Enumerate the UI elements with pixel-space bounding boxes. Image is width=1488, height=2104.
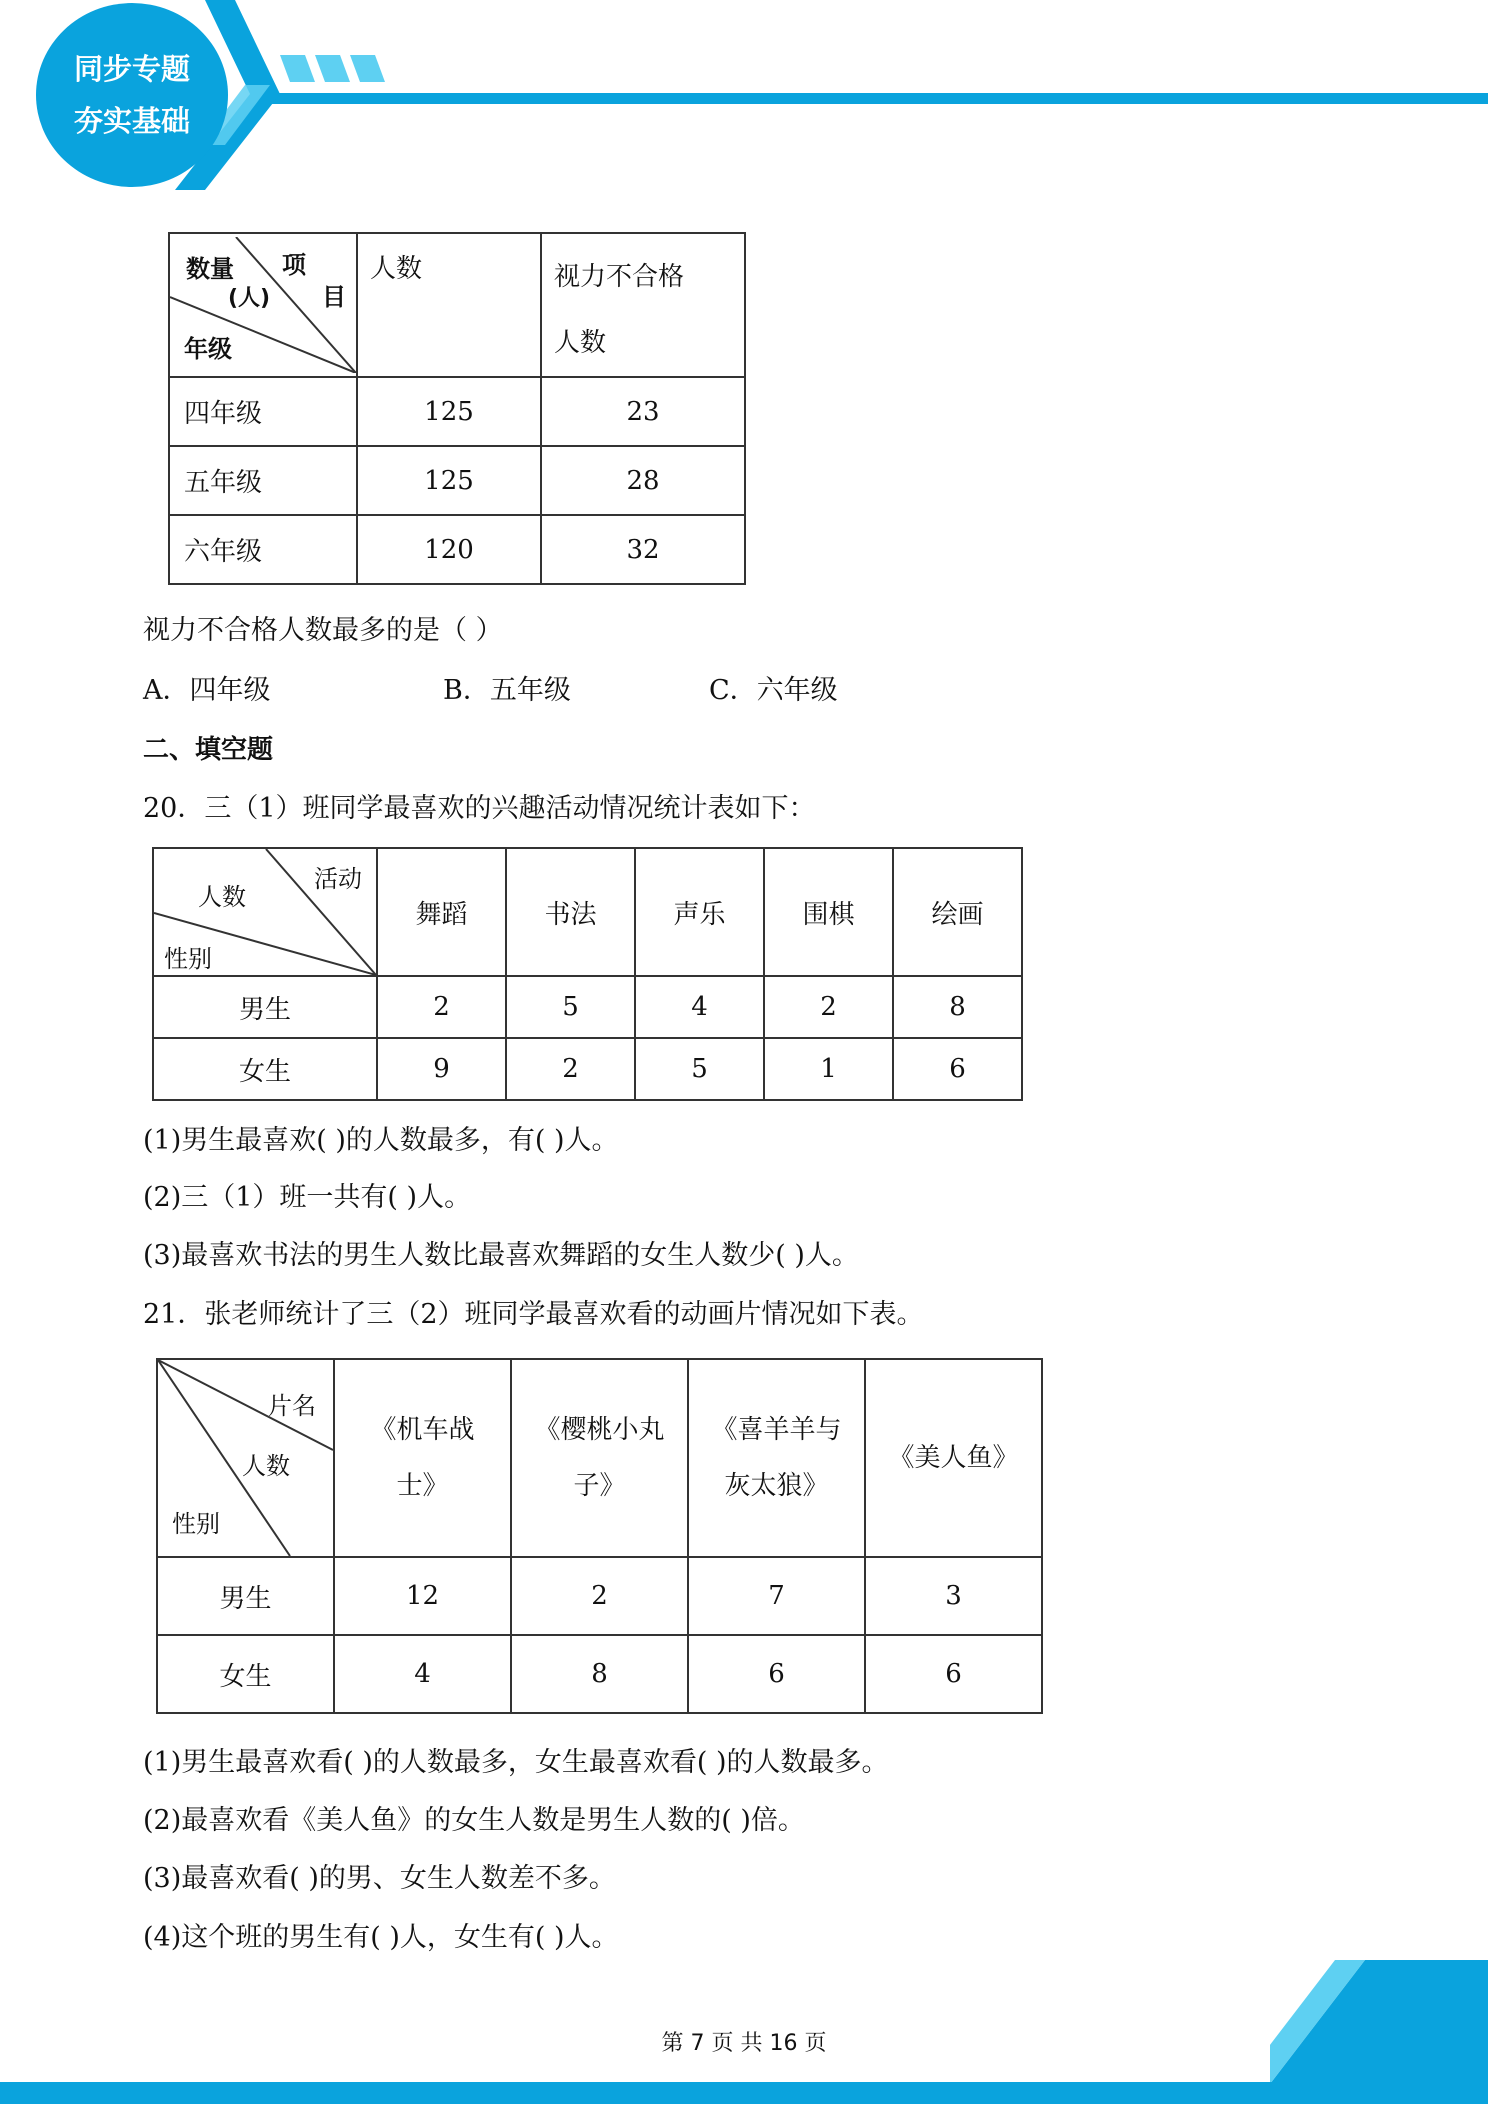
- table-corner-cell: [153, 848, 377, 976]
- row-label: 五年级: [169, 446, 357, 515]
- question-21-sub1: (1)男生最喜欢看( )的人数最多，女生最喜欢看( )的人数最多。: [143, 1747, 889, 1778]
- corner-label: 性别: [164, 945, 212, 973]
- badge-line1: 同步专题: [73, 52, 190, 86]
- question-20-sub2: (2)三（1）班一共有( )人。: [143, 1182, 472, 1213]
- table-row: [169, 446, 745, 515]
- cell-value: 4: [334, 1635, 511, 1713]
- cell-value: 12: [334, 1557, 511, 1635]
- corner-label: 人数: [242, 1452, 290, 1480]
- table-row: [157, 1635, 1042, 1713]
- option-a[interactable]: A．四年级: [143, 675, 271, 706]
- question-20-sub1: (1)男生最喜欢( )的人数最多，有( )人。: [143, 1125, 619, 1156]
- table-row: [169, 515, 745, 584]
- column-header: 《樱桃小丸 子》: [511, 1359, 688, 1557]
- cell-value: 1: [764, 1038, 893, 1100]
- row-label: 男生: [153, 976, 377, 1038]
- column-header: 绘画: [893, 848, 1022, 976]
- cell-value: 3: [865, 1557, 1042, 1635]
- cell-value: 4: [635, 976, 764, 1038]
- table-corner-cell: [157, 1359, 334, 1557]
- cell-value: 6: [865, 1635, 1042, 1713]
- cell-value: 7: [688, 1557, 865, 1635]
- question-21-stem: 21．张老师统计了三（2）班同学最喜欢看的动画片情况如下表。: [143, 1299, 924, 1330]
- column-header: 人数: [357, 233, 541, 377]
- cell-value: 120: [357, 515, 541, 584]
- row-label: 四年级: [169, 377, 357, 446]
- corner-label: 年级: [184, 335, 232, 363]
- vision-table: [168, 232, 746, 585]
- column-header: 声乐: [635, 848, 764, 976]
- row-label: 女生: [153, 1038, 377, 1100]
- cell-value: 5: [506, 976, 635, 1038]
- column-header: 舞蹈: [377, 848, 506, 976]
- column-header: 《喜羊羊与 灰太狼》: [688, 1359, 865, 1557]
- column-header: 视力不合格 人数: [541, 233, 745, 377]
- activity-table: [152, 847, 1023, 1101]
- question-20-stem: 20．三（1）班同学最喜欢的兴趣活动情况统计表如下：: [143, 793, 816, 824]
- page-number: 第 7 页 共 16 页: [661, 2031, 827, 2056]
- header-bar: [270, 93, 1488, 104]
- header-badge: [36, 3, 228, 187]
- table-row: [153, 1038, 1022, 1100]
- table-corner-cell: [169, 233, 357, 377]
- cell-value: 5: [635, 1038, 764, 1100]
- table-row: [153, 976, 1022, 1038]
- cell-value: 2: [377, 976, 506, 1038]
- question-19-stem: 视力不合格人数最多的是（ ）: [143, 615, 503, 646]
- cell-value: 8: [511, 1635, 688, 1713]
- footer-corner-decoration: [1270, 1960, 1488, 2084]
- cell-value: 6: [688, 1635, 865, 1713]
- column-header: 《机车战 士》: [334, 1359, 511, 1557]
- footer-bar: [0, 2082, 1488, 2104]
- cell-value: 2: [511, 1557, 688, 1635]
- row-label: 六年级: [169, 515, 357, 584]
- table-row: [169, 377, 745, 446]
- cell-value: 8: [893, 976, 1022, 1038]
- cell-value: 125: [357, 446, 541, 515]
- corner-label: 目: [322, 283, 346, 311]
- corner-label: 活动: [314, 865, 362, 893]
- question-21-sub3: (3)最喜欢看( )的男、女生人数差不多。: [143, 1863, 616, 1894]
- question-21-sub2: (2)最喜欢看《美人鱼》的女生人数是男生人数的( )倍。: [143, 1805, 805, 1836]
- corner-label: 数量: [186, 255, 234, 283]
- corner-label: 人数: [198, 883, 246, 911]
- cell-value: 9: [377, 1038, 506, 1100]
- row-label: 女生: [157, 1635, 334, 1713]
- cell-value: 2: [506, 1038, 635, 1100]
- corner-label: (人): [228, 286, 271, 311]
- corner-label: 片名: [268, 1392, 316, 1420]
- column-header: 《美人鱼》: [865, 1359, 1042, 1557]
- cell-value: 32: [541, 515, 745, 584]
- question-21-sub4: (4)这个班的男生有( )人，女生有( )人。: [143, 1922, 619, 1953]
- cell-value: 23: [541, 377, 745, 446]
- cell-value: 28: [541, 446, 745, 515]
- column-header: 书法: [506, 848, 635, 976]
- question-20-sub3: (3)最喜欢书法的男生人数比最喜欢舞蹈的女生人数少( )人。: [143, 1240, 859, 1271]
- row-label: 男生: [157, 1557, 334, 1635]
- option-b[interactable]: B．五年级: [443, 675, 571, 706]
- column-header: 围棋: [764, 848, 893, 976]
- table-row: [157, 1557, 1042, 1635]
- cell-value: 2: [764, 976, 893, 1038]
- badge-line2: 夯实基础: [73, 104, 190, 138]
- option-c[interactable]: C．六年级: [709, 675, 838, 706]
- cartoon-table: [156, 1358, 1043, 1714]
- cell-value: 125: [357, 377, 541, 446]
- section-title: 二、填空题: [143, 735, 274, 765]
- corner-label: 性别: [172, 1510, 220, 1538]
- corner-label: 项: [282, 251, 306, 279]
- cell-value: 6: [893, 1038, 1022, 1100]
